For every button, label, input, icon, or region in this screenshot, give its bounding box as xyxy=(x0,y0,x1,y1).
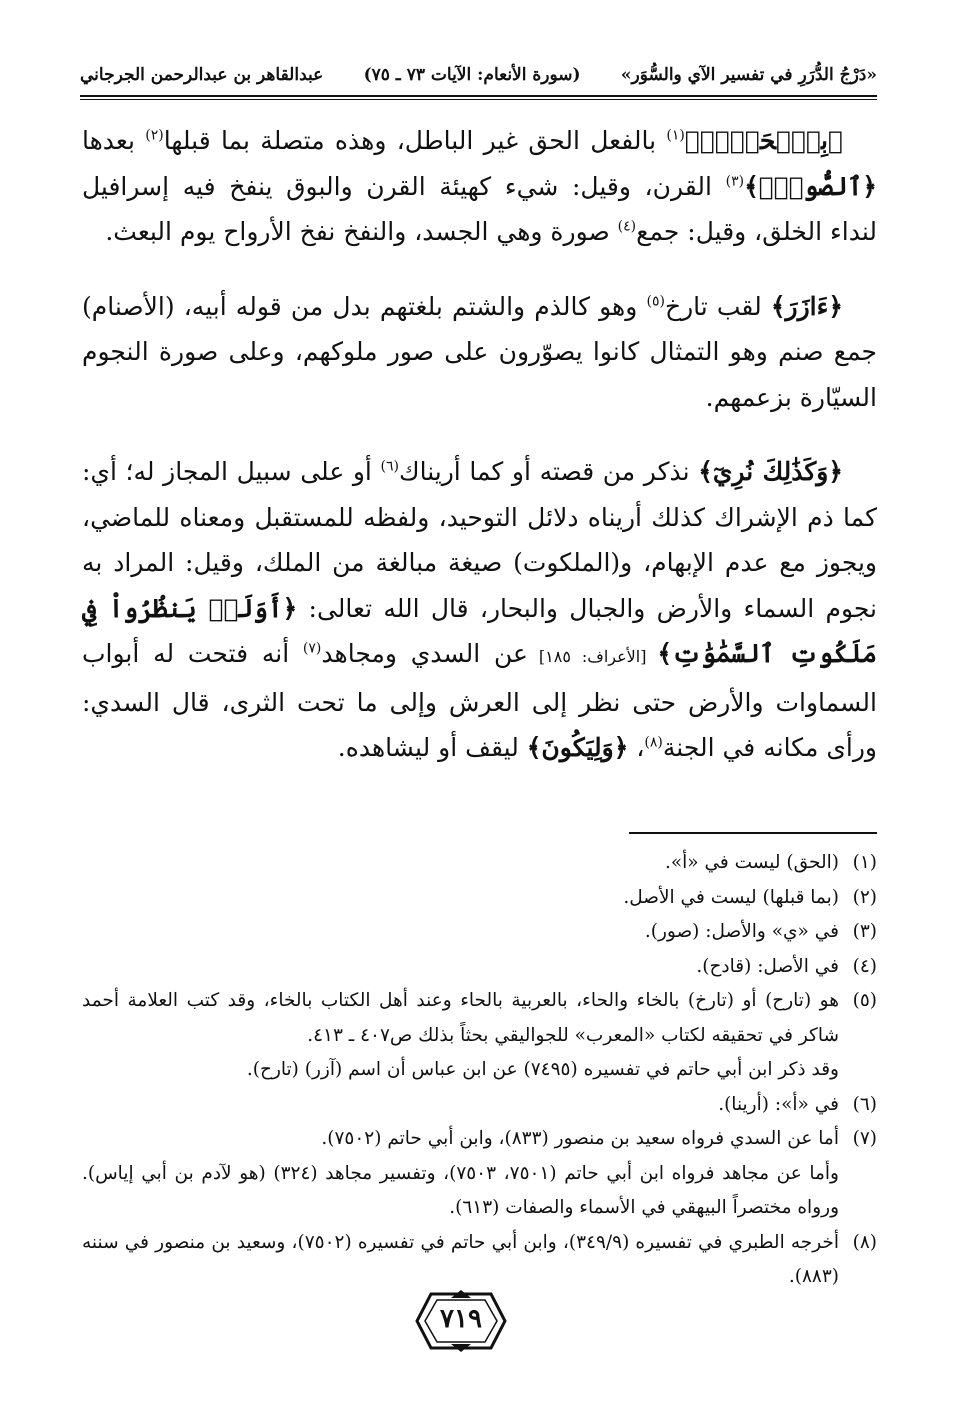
footnote-5-continued: وقد ذكر ابن أبي حاتم في تفسيره (٧٤٩٥) عن ابن عباس أن اسم (آزر) (تارح). xyxy=(246,1059,839,1080)
header-book-title: «دَرْجُ الدُّرَرِ في تفسير الآي والسُّوَر» xyxy=(620,65,877,85)
page-number-ornament xyxy=(413,1290,509,1352)
footnote-number: (٨) xyxy=(852,1231,877,1253)
footnote-7 xyxy=(82,1122,877,1157)
text-run: أو على سبيل المجاز له؛ أي: كما ذم الإشراك كذلك أريناه دلائل التوحيد، ولفظه للمستقبل ومعناه للماضي، ويجوز مع عدم الإبهام، و(الملكوت) صيغة مبالغة من الملك، وقيل: المراد به نجوم السماء والأرض والجبال والبحار، قال الله تعالى: xyxy=(82,457,878,623)
quran-term: ﴿ٱلصُّورِۚ﴾ xyxy=(744,171,877,201)
footnote-marker: (١) xyxy=(666,127,685,144)
footnote-marker: (٣) xyxy=(725,173,745,190)
footnote-marker: (٨) xyxy=(644,734,663,751)
paragraph-2 xyxy=(82,284,877,421)
header-author: عبدالقاهر بن عبدالرحمن الجرجاني xyxy=(80,65,324,85)
footnote-number: (٣) xyxy=(852,921,877,942)
text-run: نذكر من قصته أو كما أريناك xyxy=(398,457,699,486)
footnote-number: (٢) xyxy=(852,886,877,908)
text-run: ، xyxy=(628,733,645,762)
footnote-text: (الحق) ليست في «أ». xyxy=(664,852,839,873)
footnote-text: في «ي» والأصل: (صور). xyxy=(644,921,839,942)
footnote-8 xyxy=(82,1226,877,1295)
text-run: ليقف أو ليشاهده. xyxy=(337,733,527,762)
footnote-text: (بما قبلها) ليست في الأصل. xyxy=(623,886,839,908)
footnote-7-continued: وأما عن مجاهد فرواه ابن أبي حاتم (٧٥٠١، ٧٥٠٣)، وتفسير مجاهد (٣٢٤) (هو لآدم بن أبي إياس). ورواه مختصراً البيهقي في الأسماء والصفات (٦١٣). xyxy=(82,1162,839,1218)
footnote-5 xyxy=(82,984,877,1053)
header-rule-thin xyxy=(80,99,877,100)
footnote-text: في «أ»: (أرينا). xyxy=(718,1093,839,1115)
footnote-6 xyxy=(82,1088,877,1123)
text-run: بعدها xyxy=(82,126,146,155)
footnote-marker: (٤) xyxy=(617,218,637,235)
footnotes xyxy=(82,846,877,1295)
header-section: (سورة الأنعام: الآيات ٧٣ ـ ٧٥) xyxy=(363,65,581,85)
footnote-3 xyxy=(82,915,877,950)
page-number: ٧١٩ xyxy=(440,1304,482,1334)
footnote-number: (٧) xyxy=(852,1128,877,1149)
quran-term: ﴿ءَازَرَ﴾ xyxy=(770,291,843,321)
footnote-2 xyxy=(82,881,877,916)
text-run: وهو كالذم والشتم بلغتهم بدل من قوله أبيه، (الأصنام) جمع صنم وهو التمثال كانوا يصوّرون على صور ملوكهم، وعلى صورة النجوم السيّارة بزعمهم. xyxy=(82,291,877,412)
footnote-marker: (٢) xyxy=(145,127,164,144)
text-run: لقب تارخ xyxy=(664,291,771,321)
footnote-marker: (٥) xyxy=(646,293,665,310)
text-run: صورة وهي الجسد، والنفخ نفخ الأرواح يوم البعث. xyxy=(105,217,618,246)
header-rule xyxy=(80,95,877,97)
main-text xyxy=(82,118,877,800)
footnote-4 xyxy=(82,950,877,985)
text-run: بالفعل الحق غير الباطل، وهذه متصلة بما قبلها xyxy=(163,126,667,155)
footnote-number: (٦) xyxy=(852,1093,877,1115)
footnote-1 xyxy=(82,846,877,881)
paragraph-3 xyxy=(82,449,877,771)
footnote-text: في الأصل: (قادح). xyxy=(696,955,839,977)
footnote-separator xyxy=(629,832,877,834)
text-run: عن السدي ومجاهد xyxy=(321,639,528,668)
footnote-text: أما عن السدي فرواه سعيد بن منصور (٨٣٣)، وابن أبي حاتم (٧٥٠٢). xyxy=(321,1128,839,1149)
footnote-text: أخرجه الطبري في تفسيره (٣٤٩/٩)، وابن أبي حاتم في تفسيره (٧٥٠٢)، وسعيد بن منصور في سننه (٨٨٣). xyxy=(82,1231,839,1287)
footnote-text: هو (تارح) أو (تارخ) بالخاء والحاء، بالعربية بالحاء وعند أهل الكتاب بالخاء، وقد كتب العلامة أحمد شاكر في تحقيقه لكتاب «المعرب» للجواليقي بحثاً بذلك ص٤٠٧ ـ ٤١٣. xyxy=(82,990,839,1046)
text-run: القرن، وقيل: شيء كهيئة القرن والبوق ينفخ فيه إسرافيل لنداء الخلق، وقيل: جمع xyxy=(82,171,877,246)
quran-term: ﴿وَكَذَٰلِكَ نُرِيٓ﴾ xyxy=(698,457,843,486)
quran-verse: ﴿أَوَلَمۡ يَنظُرُواْ فِي مَلَكُوتِ ٱلسَّمَٰوَٰتِ﴾ xyxy=(82,593,878,668)
verse-reference: [الأعراف: ١٨٥] xyxy=(527,647,658,666)
running-header xyxy=(80,58,877,92)
footnote-number: (٤) xyxy=(852,955,877,977)
quran-term: ﴿بِٱلۡحَقِّۚ﴾ xyxy=(684,126,843,155)
paragraph-1 xyxy=(82,118,877,255)
footnote-marker: (٦) xyxy=(380,458,399,475)
quran-term: ﴿وَلِيَكُونَ﴾ xyxy=(526,733,629,762)
footnote-number: (١) xyxy=(852,852,877,873)
footnote-marker: (٧) xyxy=(302,640,322,657)
footnote-number: (٥) xyxy=(852,990,877,1011)
text-run: أنه فتحت له أبواب السماوات والأرض حتى نظر إلى العرش وإلى ما تحت الثرى، قال السدي: ورأى مكانه في الجنة xyxy=(82,639,877,762)
